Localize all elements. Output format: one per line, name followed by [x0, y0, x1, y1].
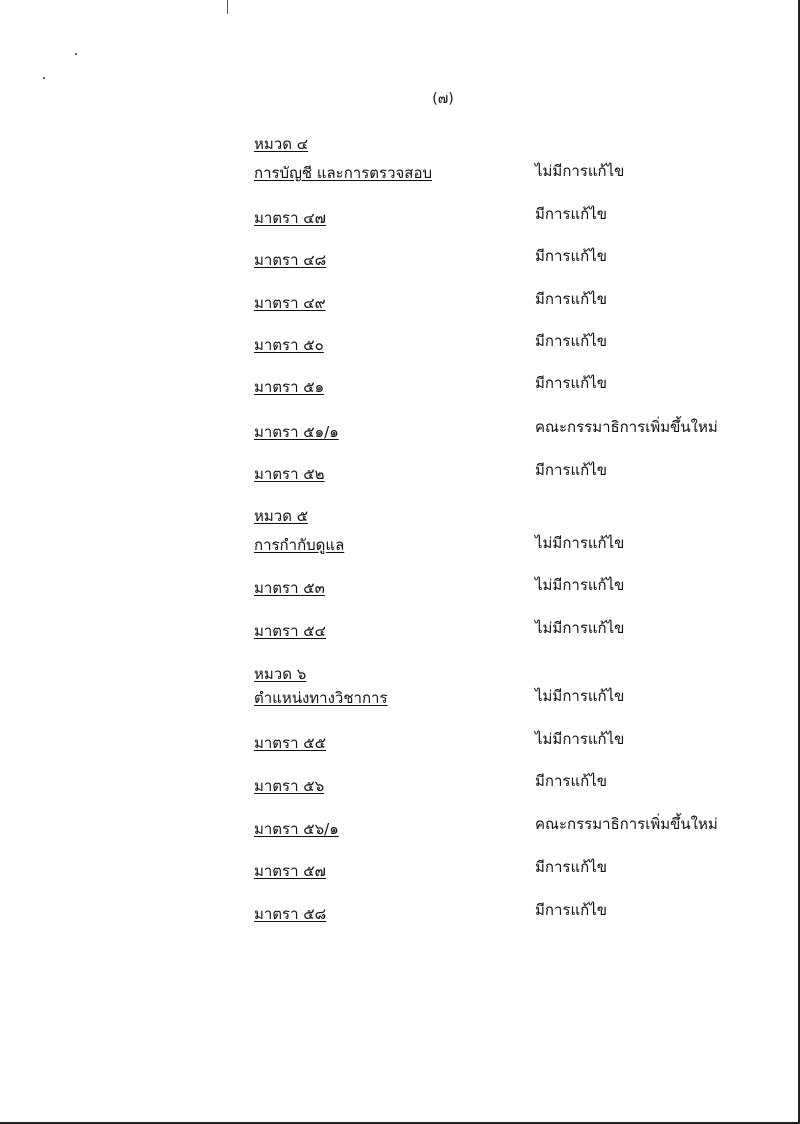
status-text: ไม่มีการแก้ไข — [535, 162, 625, 180]
chapter-title — [254, 536, 344, 554]
scan-speck — [75, 53, 77, 55]
scan-mark — [227, 0, 228, 14]
section-label: มาตรา ๕๘ — [254, 905, 327, 923]
status-text: มีการแก้ไข — [535, 290, 607, 308]
chapter-heading-label: หมวด ๔ — [254, 135, 309, 153]
scan-speck — [43, 77, 45, 79]
section-label: มาตรา ๔๘ — [254, 251, 327, 269]
status-text: ไม่มีการแก้ไข — [535, 534, 625, 552]
section-label: มาตรา ๕๔ — [254, 622, 327, 640]
section-label: มาตรา ๕๖/๑ — [254, 820, 339, 838]
chapter-heading — [254, 665, 306, 683]
section-row — [254, 294, 326, 312]
status-text: ไม่มีการแก้ไข — [535, 576, 625, 594]
chapter-title — [254, 164, 432, 182]
section-row — [254, 209, 326, 227]
status-text: ไม่มีการแก้ไข — [535, 687, 625, 705]
section-row — [254, 378, 324, 396]
section-row — [254, 777, 324, 795]
section-label: มาตรา ๕๕ — [254, 734, 327, 752]
section-row — [254, 734, 326, 752]
status-text: ไม่มีการแก้ไข — [535, 619, 625, 637]
section-row — [254, 251, 326, 269]
status-text: มีการแก้ไข — [535, 374, 607, 392]
chapter-heading-label: หมวด ๖ — [254, 665, 307, 683]
status-text: คณะกรรมาธิการเพิ่มขึ้นใหม่ — [535, 815, 718, 833]
status-text: มีการแก้ไข — [535, 461, 607, 479]
section-label: มาตรา ๕๐ — [254, 336, 324, 354]
section-row — [254, 905, 326, 923]
section-label: มาตรา ๔๗ — [254, 209, 326, 227]
chapter-heading-label: หมวด ๕ — [254, 507, 309, 525]
chapter-title-label: การกำกับดูแล — [254, 536, 345, 554]
status-text: มีการแก้ไข — [535, 901, 607, 919]
section-row — [254, 423, 339, 441]
page-number: (๗) — [432, 91, 454, 107]
section-label: มาตรา ๕๒ — [254, 465, 325, 483]
chapter-heading — [254, 507, 308, 525]
status-text: ไม่มีการแก้ไข — [535, 730, 625, 748]
chapter-title-label: ตำแหน่งทางวิชาการ — [254, 689, 388, 707]
status-text: มีการแก้ไข — [535, 247, 607, 265]
section-label: มาตรา ๕๖ — [254, 777, 325, 795]
section-row — [254, 465, 325, 483]
status-text: มีการแก้ไข — [535, 858, 607, 876]
section-label: มาตรา ๕๗ — [254, 862, 326, 880]
status-text: มีการแก้ไข — [535, 205, 607, 223]
status-text: มีการแก้ไข — [535, 772, 607, 790]
section-label: มาตรา ๕๑/๑ — [254, 423, 339, 441]
section-row — [254, 336, 324, 354]
section-row — [254, 579, 325, 597]
section-row — [254, 862, 326, 880]
section-label: มาตรา ๔๙ — [254, 294, 326, 312]
chapter-heading — [254, 135, 308, 153]
chapter-title — [254, 689, 388, 707]
section-row — [254, 820, 339, 838]
section-label: มาตรา ๕๑ — [254, 378, 325, 396]
status-text: มีการแก้ไข — [535, 332, 607, 350]
section-label: มาตรา ๕๓ — [254, 579, 325, 597]
section-row — [254, 622, 326, 640]
chapter-title-label: การบัญชี และการตรวจสอบ — [254, 164, 432, 182]
status-text: คณะกรรมาธิการเพิ่มขึ้นใหม่ — [535, 418, 718, 436]
